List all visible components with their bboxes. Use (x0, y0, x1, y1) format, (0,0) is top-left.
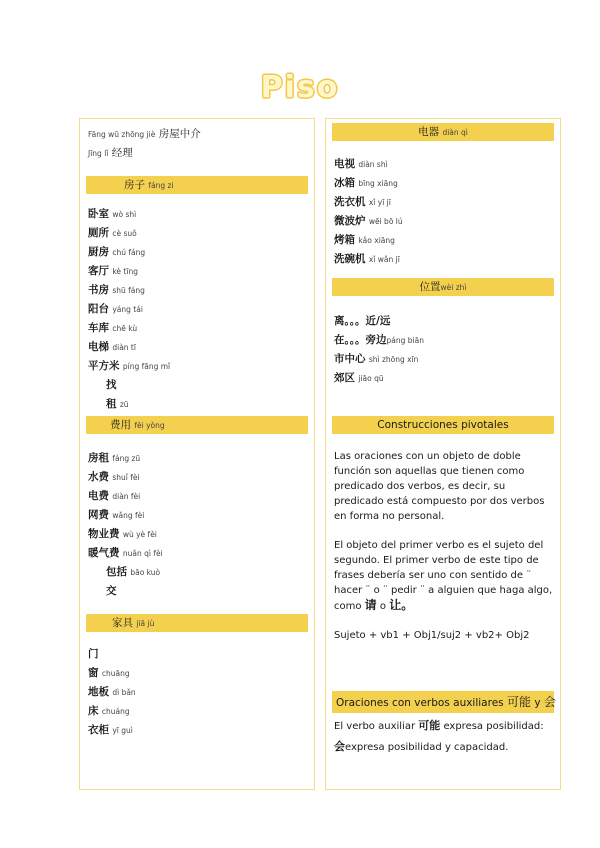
list-item: 电梯 diàn tī (88, 341, 136, 353)
section-header-pivotal: Construcciones pivotales (332, 416, 554, 434)
section-header-auxiliary: Oraciones con verbos auxiliares 可能 y 会 (332, 691, 554, 713)
section-header-appliances (332, 123, 554, 141)
list-item: 床 chuáng (88, 705, 130, 717)
paragraph: El objeto del primer verbo es el sujeto del segundo. El primer verbo de este tipo de frases debería ser uno con sentido de ¨ hacer ¨ o ¨ pedir ¨ a alguien que haga algo, como 请 o 让。 (334, 540, 553, 612)
list-item: 网费 wǎng fèi (88, 509, 145, 521)
pinyin: fèi yòng (134, 421, 165, 430)
list-item: 房租 fáng zū (88, 452, 141, 464)
hanzi: 费用 (110, 419, 131, 431)
hanzi: 经理 (111, 147, 133, 159)
list-item: 在。。。旁边páng biān (334, 334, 424, 346)
list-item: 阳台 yáng tái (88, 303, 143, 315)
list-item: 书房 shū fáng (88, 284, 145, 296)
hanzi: 电器 (418, 126, 440, 138)
formula: Sujeto + vb1 + Obj1/suj2 + vb2+ Obj2 (334, 630, 530, 641)
pivotal-text (334, 449, 556, 657)
pinyin: Jīng lǐ (88, 149, 109, 158)
section-header-furniture (86, 614, 308, 632)
hanzi: 家具 (112, 617, 133, 629)
list-item: 微波炉 wēi bō lú (334, 215, 403, 227)
auxiliary-line-1: El verbo auxiliar 可能 expresa posibilidad: (334, 719, 544, 732)
list-item: 离。。。近/远 (334, 315, 391, 327)
hanzi: 房子 (124, 179, 145, 191)
pinyin: diàn qì (442, 128, 468, 137)
list-item: 冰箱 bīng xiāng (334, 177, 398, 189)
section-header-costs (86, 416, 308, 434)
list-item: 烤箱 kǎo xiāng (334, 234, 395, 246)
list-item: 电视 diàn shì (334, 158, 388, 170)
list-item: 包括 bāo kuò (106, 566, 161, 578)
page-title: Piso (260, 70, 340, 105)
hanzi: 位置 (419, 281, 441, 293)
list-item: 市中心 shì zhōng xīn (334, 353, 419, 365)
list-item: 租 zū (106, 398, 129, 410)
list-item: 卧室 wò shì (88, 208, 137, 220)
pinyin: fáng zi (148, 181, 174, 190)
list-item: 窗 chuāng (88, 667, 130, 679)
auxiliary-line-2: 会expresa posibilidad y capacidad. (334, 740, 509, 753)
left-column (79, 118, 315, 790)
list-item: 门 (88, 648, 99, 660)
hanzi: 房屋中介 (158, 128, 201, 140)
right-column (325, 118, 561, 790)
pinyin: Fāng wū zhōng jiè (88, 130, 156, 139)
list-item: 郊区 jiāo qū (334, 372, 384, 384)
list-item: 洗碗机 xǐ wǎn jī (334, 253, 400, 265)
pinyin: jiā jù (136, 619, 155, 628)
list-item: 暖气费 nuǎn qì fèi (88, 547, 163, 559)
list-item: 平方米 píng fāng mǐ (88, 360, 171, 372)
list-item: 客厅 kè tīng (88, 265, 138, 277)
intro-line (88, 127, 201, 142)
list-item: 水费 shuǐ fèi (88, 471, 140, 483)
list-item: 洗衣机 xǐ yī jī (334, 196, 391, 208)
section-header-house (86, 176, 308, 194)
list-item: 找 (106, 379, 117, 391)
list-item: 地板 dì bǎn (88, 686, 136, 698)
section-header-location (332, 278, 554, 296)
list-item: 厨房 chú fáng (88, 246, 146, 258)
list-item: 物业费 wù yè fèi (88, 528, 157, 540)
list-item: 交 (106, 585, 117, 597)
list-item: 电费 diàn fèi (88, 490, 141, 502)
paragraph: Las oraciones con un objeto de doble función son aquellas que tienen como predicado dos verbos, es decir, su predicado está compuesto por dos verbos en forma no personal. (334, 451, 545, 522)
list-item: 厕所 cè suǒ (88, 227, 137, 239)
list-item: 衣柜 yī guì (88, 724, 133, 736)
list-item: 车库 chē kù (88, 322, 138, 334)
pinyin: wèi zhì (440, 283, 467, 292)
intro-line (88, 146, 133, 161)
